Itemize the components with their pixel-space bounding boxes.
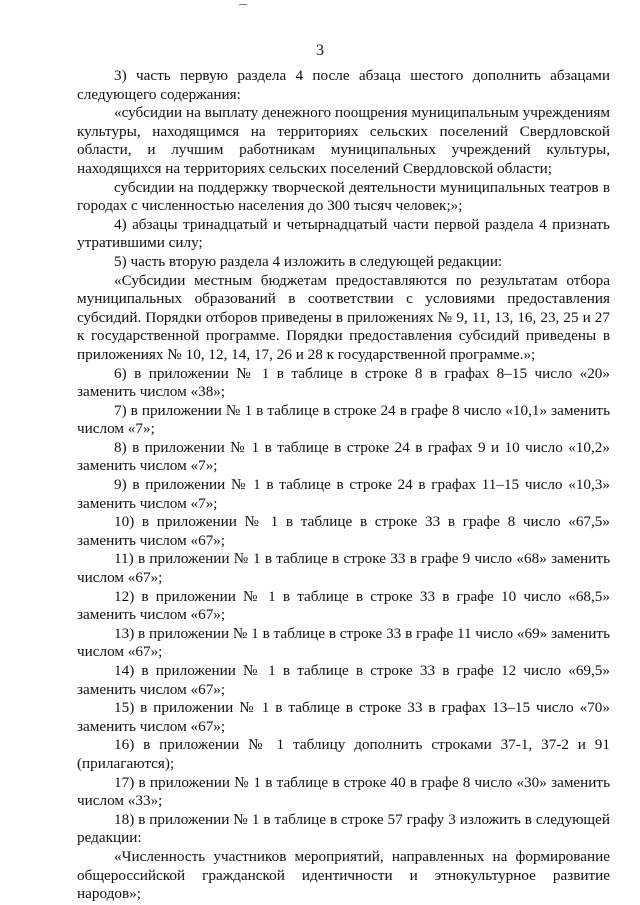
page-number: 3 — [316, 42, 324, 59]
paragraph: 11) в приложении № 1 в таблице в строке 33 в графе 9 число «68» заменить числом «67»; — [77, 550, 610, 587]
paragraph: 6) в приложении № 1 в таблице в строке 8 в графах 8–15 число «20» заменить числом «38»; — [77, 364, 610, 401]
paragraph: 15) в приложении № 1 в таблице в строке 33 в графах 13–15 число «70» заменить числом «67»; — [77, 699, 610, 735]
paragraph: 9) в приложении № 1 в таблице в строке 24 в графах 11–15 число «10,3» заменить числом «7»; — [77, 476, 610, 512]
paragraph: 13) в приложении № 1 в таблице в строке 33 в графе 11 число «69» заменить числом «67»; — [77, 624, 610, 661]
paragraph: «Численность участников мероприятий, направленных на формирование общероссийской гражданской идентичности и этнокультурное развитие народов»; — [77, 847, 610, 903]
paragraph: 4) абзацы тринадцатый и четырнадцатый части первой раздела 4 признать утратившими силу; — [77, 215, 610, 252]
paragraph: 16) в приложении № 1 таблицу дополнить строками 37-1, 37-2 и 91 (прилагаются); — [77, 736, 610, 772]
paragraph: 5) часть вторую раздела 4 изложить в следующей редакции: — [114, 252, 503, 270]
document-body — [77, 67, 610, 904]
paragraph: 12) в приложении № 1 в таблице в строке 33 в графе 10 число «68,5» заменить числом «67»; — [77, 587, 610, 624]
paragraph: 3) часть первую раздела 4 после абзаца шестого дополнить абзацами следующего содержания: — [77, 67, 610, 103]
paragraph: «Субсидии местным бюджетам предоставляются по результатам отбора муниципальных образований в соответствии с условиями предоставления субсидий. Порядки отборов приведены в приложениях № 9, 11, 13, 16, 23, 25 и 27 к государственной программе. Порядки предоставления субсидий приведены в приложениях № 10, 12, 14, 17, 26 и 28 к государственной программе.»; — [77, 271, 610, 363]
paragraph: «субсидии на выплату денежного поощрения муниципальным учреждениям культуры, находящимся на территориях сельских поселений Свердловской области, и лучшим работникам муниципальных учреждений культуры, находящихся на территориях сельских поселений Свердловской области; — [77, 104, 610, 177]
paragraph: субсидии на поддержку творческой деятельности муниципальных театров в городах с численностью населения до 300 тысяч человек;»; — [77, 178, 610, 215]
paragraph: 18) в приложении № 1 в таблице в строке 57 графу 3 изложить в следующей редакции: — [77, 810, 610, 847]
paragraph: 8) в приложении № 1 в таблице в строке 24 в графах 9 и 10 число «10,2» заменить числом «7»; — [77, 438, 610, 475]
scan-mark — [239, 4, 247, 5]
paragraph: 10) в приложении № 1 в таблице в строке 33 в графе 8 число «67,5» заменить числом «67»; — [77, 513, 610, 549]
paragraph: 14) в приложении № 1 в таблице в строке 33 в графе 12 число «69,5» заменить числом «67»; — [77, 662, 610, 698]
paragraph: 17) в приложении № 1 в таблице в строке 40 в графе 8 число «30» заменить числом «33»; — [77, 773, 610, 810]
paragraph: 7) в приложении № 1 в таблице в строке 24 в графе 8 число «10,1» заменить числом «7»; — [77, 401, 610, 438]
